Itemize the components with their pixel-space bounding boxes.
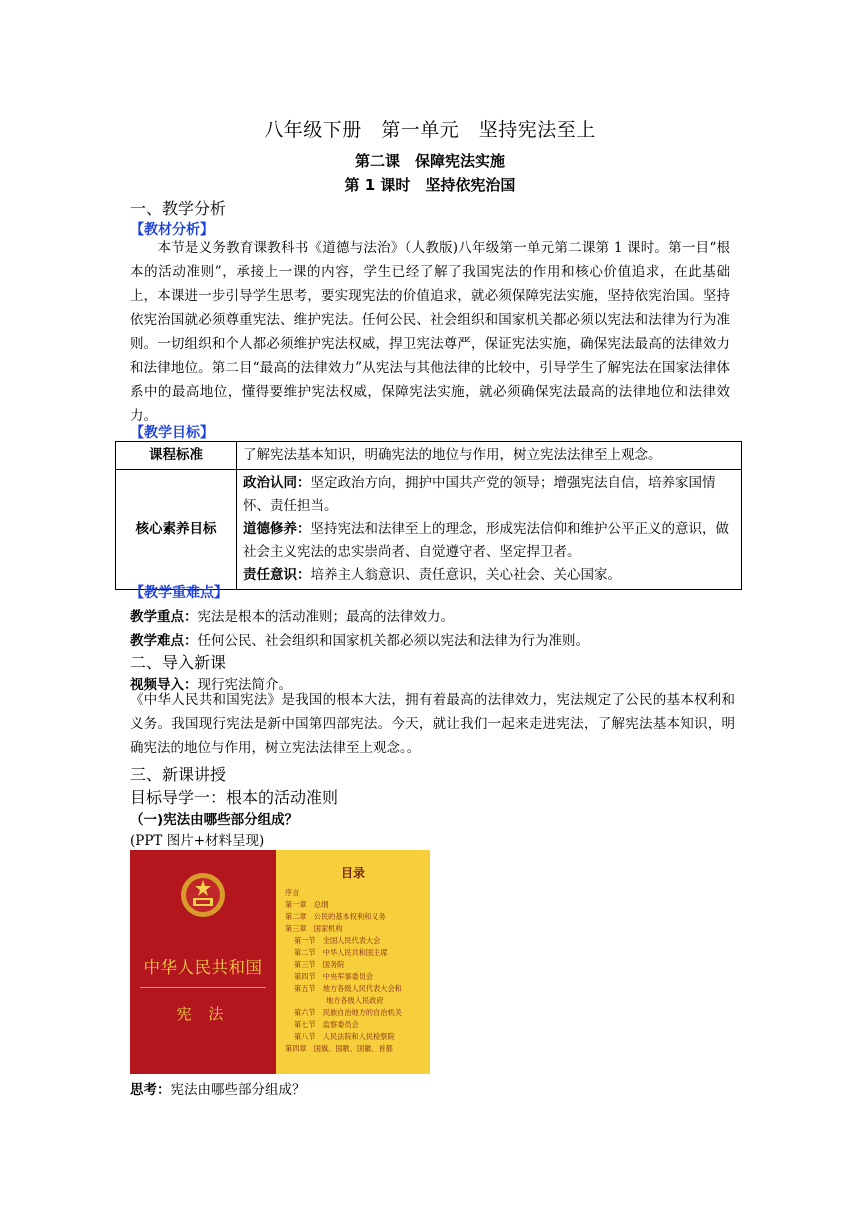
toc-item: 第四节 中央军事委员会 [294,972,374,981]
literacy-item [243,472,735,518]
difficult-point-text: 任何公民、社会组织和国家机关都必须以宪法和法律为行为准则。 [197,633,589,649]
material-analysis-text: 本节是义务教育课教科书《道德与法治》（人教版)八年级第一单元第二课第 1 课时。第一目“根本的活动准则”，承接上一课的内容，学生已经了解了我国宪法的作用和核心价值追求，在此基础上，本课进一步引导学生思考，要实现宪法的价值追求，就必须保障宪法实施，坚持依宪治国。坚持依宪治国就必须尊重宪法、维护宪法。任何公民、社会组织和国家机关都必须以宪法和法律为行为准则。一切组织和个人都必须维护宪法权威，捍卫宪法尊严，保证宪法实施，确保宪法最高的法律效力和法律地位。第二目“最高的法律效力”从宪法与其他法律的比较中，引导学生了解宪法在国家法律体系中的最高地位，懂得要维护宪法权威，保障宪法实施，就必须确保宪法最高的法律地位和法律效力。 [130,240,730,424]
constitution-image [130,850,430,1074]
literacy-item-label: 道德修养： [243,521,311,537]
cover-divider [140,987,266,988]
course-standard-text: 了解宪法基本知识，明确宪法的地位与作用，树立宪法法律至上观念。 [237,442,742,470]
intro-paragraph: 《中华人民共和国宪法》是我国的根本大法，拥有着最高的法律效力，宪法规定了公民的基本权利和义务。我国现行宪法是新中国第四部宪法。今天，就让我们一起来走进宪法，了解宪法基本知识，明确宪法的地位与作用，树立宪法法律至上观念。。 [130,692,735,756]
toc-item: 第一章 总纲 [285,900,329,909]
toc-item: 第七节 监察委员会 [294,1020,359,1029]
video-intro-text: 现行宪法简介。 [197,677,292,693]
cover-subtitle: 宪 法 [176,1005,230,1023]
video-intro-label: 视频导入： [130,677,198,693]
toc-title: 目录 [340,866,365,880]
literacy-item-label: 政治认同： [243,475,311,491]
toc-item: 第三章 国家机构 [285,924,343,933]
question-one: （一)宪法由哪些部分组成？ [130,812,299,828]
toc-item: 序言 [285,888,300,897]
section-heading-analysis: 一、教学分析 [130,199,227,218]
difficult-point-label: 教学难点： [130,633,198,649]
lesson-title: 第二课 保障宪法实施 [354,152,505,170]
table-of-contents [276,850,430,1074]
toc-item: 地方各级人民政府 [326,996,384,1005]
document-title: 八年级下册 第一单元 坚持宪法至上 [264,119,596,141]
literacy-item-text: 坚定政治方向，拥护中国共产党的领导；增强宪法自信，培养家国情怀、责任担当。 [243,475,716,514]
section-heading-new-lesson: 三、新课讲授 [130,765,227,784]
national-emblem-icon [178,870,228,920]
literacy-item-text: 培养主人翁意识、责任意识，关心社会、关心国家。 [310,567,621,583]
toc-item: 第四章 国旗、国歌、国徽、首都 [285,1044,393,1053]
literacy-item [243,564,735,587]
literacy-item [243,518,735,564]
toc-item: 第二章 公民的基本权利和义务 [285,912,386,921]
constitution-cover [130,850,276,1074]
literacy-item-label: 责任意识： [243,567,311,583]
section-heading-intro: 二、导入新课 [130,653,227,672]
think-label: 思考： [130,1082,171,1098]
teaching-goals-table [115,441,742,590]
table-row [116,470,742,590]
key-point-line [130,605,454,625]
toc-item: 第三节 国务院 [294,960,345,969]
literacy-item-text: 坚持宪法和法律至上的理念，形成宪法信仰和维护公平正义的意识，做社会主义宪法的忠实崇尚者、自觉遵守者、坚定捍卫者。 [243,521,729,560]
table-row [116,442,742,470]
teaching-goals-tag: 【教学目标】 [130,425,214,441]
core-literacy-label: 核心素养目标 [116,470,237,590]
toc-item: 第五节 地方各级人民代表大会和 [294,984,402,993]
toc-item: 第一节 全国人民代表大会 [294,936,381,945]
ppt-note: (PPT 图片+材料呈现) [130,833,265,849]
course-standard-label: 课程标准 [116,442,237,470]
toc-item: 第二节 中华人民共和国主席 [294,948,388,957]
cover-title: 中华人民共和国 [143,958,263,977]
key-point-label: 教学重点： [130,609,198,625]
material-analysis-tag: 【教材分析】 [130,222,214,238]
difficult-point-line [130,629,589,649]
think-line [130,1078,306,1098]
period-title: 第 1 课时 坚持依宪治国 [344,176,516,194]
core-literacy-cell [237,470,742,590]
key-difficult-tag: 【教学重难点】 [130,585,228,601]
toc-item: 第八节 人民法院和人民检察院 [294,1032,395,1041]
key-point-text: 宪法是根本的活动准则；最高的法律效力。 [197,609,454,625]
toc-item: 第六节 民族自治地方的自治机关 [294,1008,402,1017]
think-text: 宪法由哪些部分组成？ [170,1082,306,1098]
goal-one-heading: 目标导学一：根本的活动准则 [130,788,339,807]
